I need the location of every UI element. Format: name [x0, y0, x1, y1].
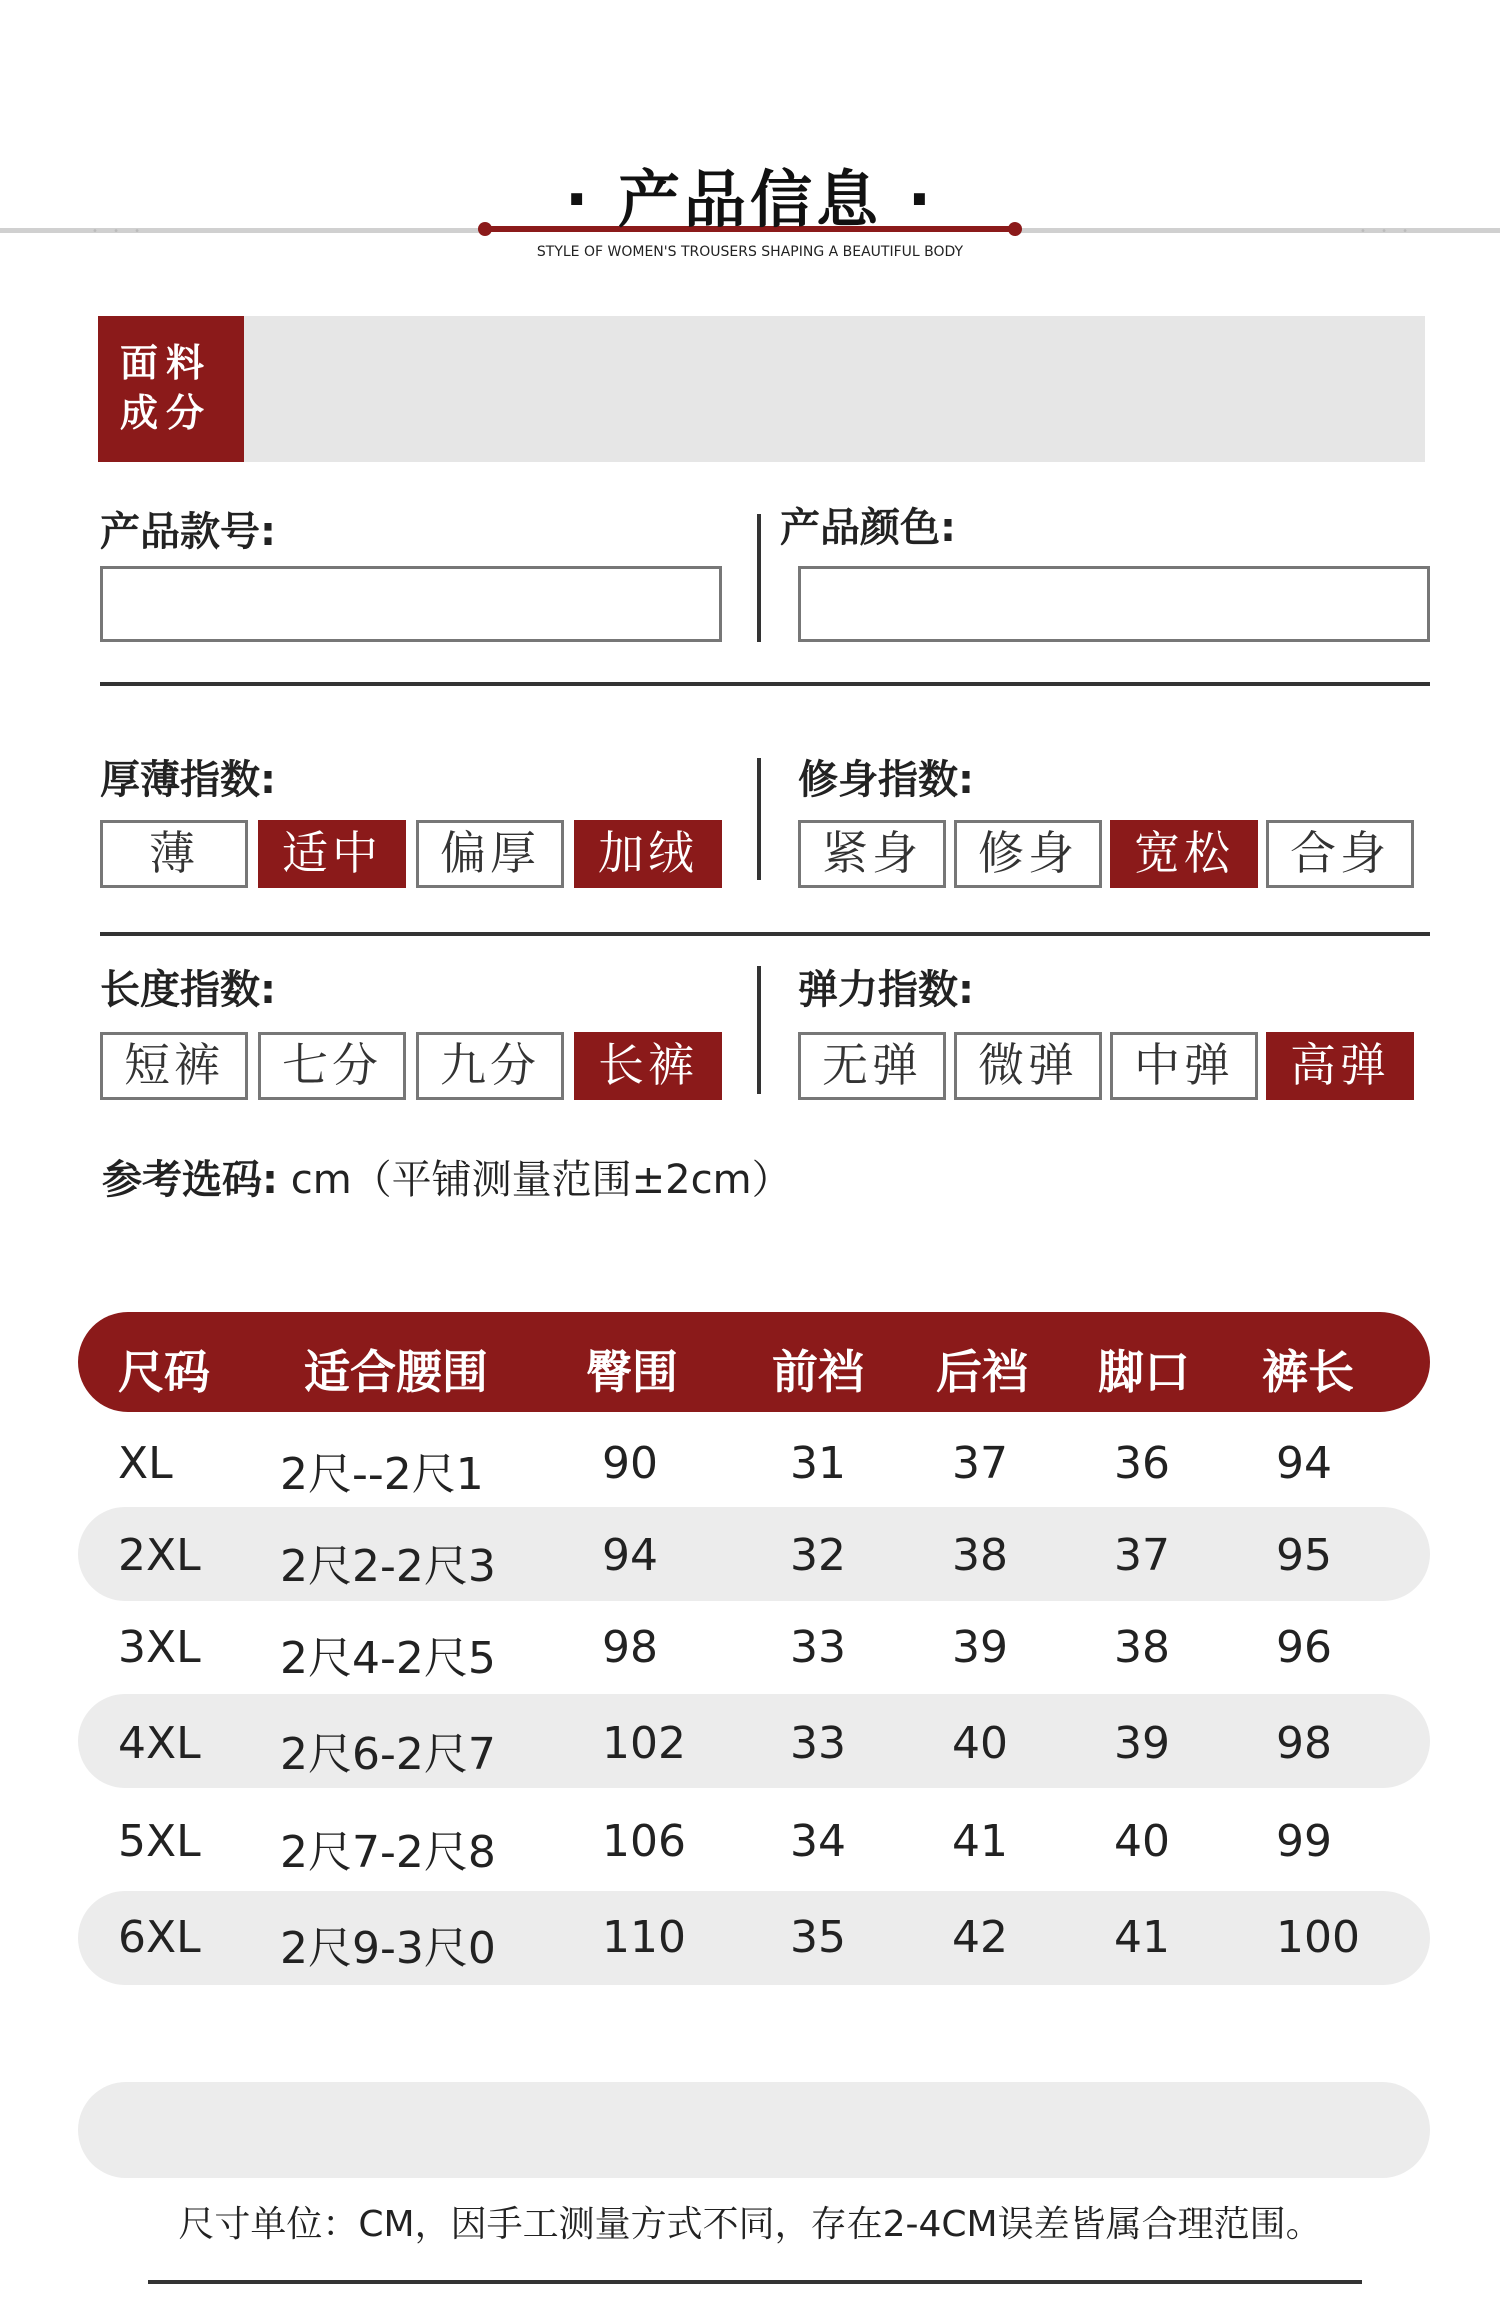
table-cell: 2尺2-2尺3 [280, 1541, 496, 1592]
fabric-composition-bar [98, 316, 1425, 462]
section-divider-2 [100, 932, 1430, 936]
table-cell: 35 [790, 1912, 846, 1963]
table-cell: 6XL [118, 1912, 201, 1963]
fit-option-loose: 宽松 [1110, 820, 1258, 888]
header-length: 裤长 [1262, 1345, 1354, 1399]
table-cell: 110 [602, 1912, 686, 1963]
table-cell: 5XL [118, 1816, 201, 1867]
table-cell: 2尺6-2尺7 [280, 1729, 496, 1780]
table-cell: XL [118, 1438, 173, 1489]
table-cell: 96 [1276, 1622, 1332, 1673]
header-front-rise: 前裆 [772, 1345, 864, 1399]
fabric-composition-label [98, 316, 244, 462]
table-cell: 2XL [118, 1530, 201, 1581]
table-cell: 41 [1114, 1912, 1170, 1963]
table-cell: 4XL [118, 1718, 201, 1769]
header-right-dots: • • • [1360, 226, 1415, 237]
elasticity-option-high: 高弹 [1266, 1032, 1414, 1100]
table-cell: 34 [790, 1816, 846, 1867]
fabric-label-line1: 面料 [120, 341, 213, 385]
table-cell: 102 [602, 1718, 686, 1769]
reference-note [102, 1148, 792, 1205]
table-cell: 37 [1114, 1530, 1170, 1581]
length-option-shorts: 短裤 [100, 1032, 248, 1100]
thickness-option-fleece: 加绒 [574, 820, 722, 888]
table-cell: 94 [602, 1530, 658, 1581]
blank-note-bar [78, 2082, 1430, 2178]
table-cell: 2尺4-2尺5 [280, 1633, 496, 1684]
elasticity-label: 弹力指数: [798, 967, 974, 1013]
header-size: 尺码 [118, 1345, 210, 1399]
table-cell: 39 [1114, 1718, 1170, 1769]
fit-label: 修身指数: [798, 757, 974, 803]
table-cell: 33 [790, 1718, 846, 1769]
table-cell: 98 [602, 1622, 658, 1673]
table-cell: 38 [952, 1530, 1008, 1581]
product-model-label: 产品款号: [100, 509, 276, 555]
product-color-label: 产品颜色: [780, 505, 956, 551]
bottom-divider [148, 2280, 1362, 2284]
table-cell: 94 [1276, 1438, 1332, 1489]
table-cell: 90 [602, 1438, 658, 1489]
table-cell: 2尺--2尺1 [280, 1449, 484, 1500]
page-subtitle: STYLE OF WOMEN'S TROUSERS SHAPING A BEAUTIFUL BODY [536, 244, 964, 260]
header-waist: 适合腰围 [304, 1345, 488, 1399]
length-label: 长度指数: [100, 967, 276, 1013]
length-elasticity-divider [757, 966, 761, 1094]
length-option-ankle: 九分 [416, 1032, 564, 1100]
table-cell: 40 [952, 1718, 1008, 1769]
table-cell: 106 [602, 1816, 686, 1867]
footer-note: 尺寸单位：CM，因手工测量方式不同，存在2-4CM误差皆属合理范围。 [178, 2204, 1322, 2245]
elasticity-option-none: 无弹 [798, 1032, 946, 1100]
table-cell: 41 [952, 1816, 1008, 1867]
length-option-full: 长裤 [574, 1032, 722, 1100]
table-cell: 36 [1114, 1438, 1170, 1489]
table-cell: 98 [1276, 1718, 1332, 1769]
size-table-header [78, 1312, 1430, 1412]
table-cell: 32 [790, 1530, 846, 1581]
table-cell: 100 [1276, 1912, 1360, 1963]
header-back-rise: 后裆 [936, 1345, 1028, 1399]
product-color-field [798, 566, 1430, 642]
table-cell: 95 [1276, 1530, 1332, 1581]
header-left-dots: • • • [92, 226, 147, 237]
table-cell: 37 [952, 1438, 1008, 1489]
elasticity-option-medium: 中弹 [1110, 1032, 1258, 1100]
header-leg-opening: 脚口 [1098, 1345, 1190, 1399]
fit-option-slim: 修身 [954, 820, 1102, 888]
table-cell: 39 [952, 1622, 1008, 1673]
length-option-cropped: 七分 [258, 1032, 406, 1100]
table-cell: 42 [952, 1912, 1008, 1963]
product-divider [757, 514, 761, 642]
thickness-option-thick: 偏厚 [416, 820, 564, 888]
table-cell: 40 [1114, 1816, 1170, 1867]
table-cell: 2尺9-3尺0 [280, 1923, 496, 1974]
table-cell: 2尺7-2尺8 [280, 1827, 496, 1878]
header-hip: 臀围 [586, 1345, 678, 1399]
thickness-label: 厚薄指数: [100, 757, 276, 803]
fit-option-regular: 合身 [1266, 820, 1414, 888]
reference-text: cm（平铺测量范围±2cm） [278, 1157, 792, 1203]
fit-option-tight: 紧身 [798, 820, 946, 888]
fabric-label-line2: 成分 [120, 391, 213, 435]
elasticity-option-slight: 微弹 [954, 1032, 1102, 1100]
table-cell: 31 [790, 1438, 846, 1489]
table-cell: 3XL [118, 1622, 201, 1673]
table-cell: 99 [1276, 1816, 1332, 1867]
section-divider-1 [100, 682, 1430, 686]
product-model-field [100, 566, 722, 642]
thickness-option-thin: 薄 [100, 820, 248, 888]
thickness-option-medium: 适中 [258, 820, 406, 888]
thickness-fit-divider [757, 758, 761, 880]
table-cell: 33 [790, 1622, 846, 1673]
page-title: · 产品信息 · [564, 163, 936, 236]
table-cell: 38 [1114, 1622, 1170, 1673]
reference-label: 参考选码: [102, 1157, 278, 1203]
